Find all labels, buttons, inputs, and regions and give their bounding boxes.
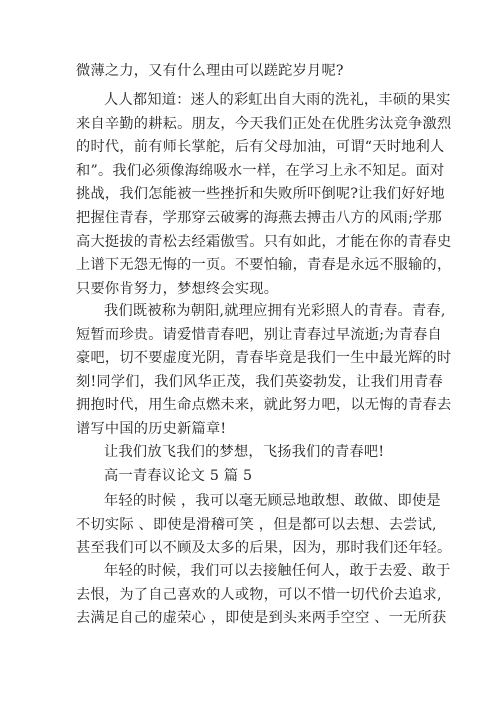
text-line: 年轻的时候 ，我可以毫无顾忌地敢想、敢做、即使是 (104, 493, 441, 509)
text-line: 上谱下无怨无悔的一页。不要怕输，青春是永远不服输的， (76, 257, 452, 274)
text-line: 短暂而珍贵。请爱惜青春吧，别让青春过早流逝;为青春自 (76, 326, 442, 343)
text-line: 去恨，为了自己喜欢的人或物，可以不惜一切代价去追求, (76, 586, 442, 603)
text-line: 挑战，我们怎能被一些挫折和失败所吓倒呢?让我们好好地 (76, 186, 445, 203)
text-line: 高大挺拔的青松去经霜傲雪。只有如此，才能在你的青春史 (76, 233, 452, 250)
text-line: 把握住青春，学那穿云破雾的海燕去搏击八方的风雨;学那 (76, 209, 442, 226)
text-line: 刻!同学们，我们风华正茂，我们英姿勃发，让我们用青春 (76, 373, 443, 390)
text-line: 拥抱时代，用生命点燃未来，就此努力吧，以无悔的青春去 (76, 397, 452, 414)
paragraph-sunrise (76, 300, 452, 442)
text-line: 只要你肯努力，梦想终会实现。 (76, 280, 279, 297)
paragraph-youth-dare (76, 490, 452, 561)
text-line: 微薄之力，又有什么理由可以蹉跎岁月呢? (76, 63, 344, 79)
text-line: 让我们放飞我们的梦想，飞扬我们的青春吧! (104, 444, 385, 460)
paragraph-youth-meet (76, 560, 451, 631)
paragraph-dream (76, 441, 426, 465)
text-line: 我们既被称为朝阳,就理应拥有光彩照人的青春。青春, (104, 303, 446, 319)
text-line: 甚至我们可以不顾及太多的后果，因为，那时我们还年轻。 (76, 540, 452, 557)
paragraph-rainbow (76, 89, 452, 301)
section-heading: 高一青春议论文 5 篇 5 (104, 468, 253, 484)
text-line: 和”。我们必须像海绵吸水一样，在学习上永不知足。面对 (76, 162, 445, 179)
paragraph-intro-tail (76, 60, 426, 84)
text-line: 谱写中国的历史新篇章! (76, 420, 227, 437)
text-line: 人人都知道：迷人的彩虹出自大雨的洗礼，丰硕的果实 (104, 92, 451, 108)
text-line: 豪吧，切不要虚度光阴，青春毕竟是我们一生中最光辉的时 (76, 350, 452, 367)
text-line: 不切实际 、即使是滑稽可笑 ，但是都可以去想、去尝试, (76, 516, 437, 533)
text-line: 年轻的时候，我们可以去接触任何人，敢于去爱、敢于 (104, 563, 451, 579)
text-line: 去满足自己的虚荣心 ，即使是到头来两手空空 、一无所获 (76, 610, 447, 627)
text-line: 来自辛勤的耕耘。朋友，今天我们正处在优胜劣汰竞争激烈 (76, 115, 452, 132)
text-line: 的时代，前有师长掌舵，后有父母加油，可谓“天时地利人 (76, 139, 445, 156)
